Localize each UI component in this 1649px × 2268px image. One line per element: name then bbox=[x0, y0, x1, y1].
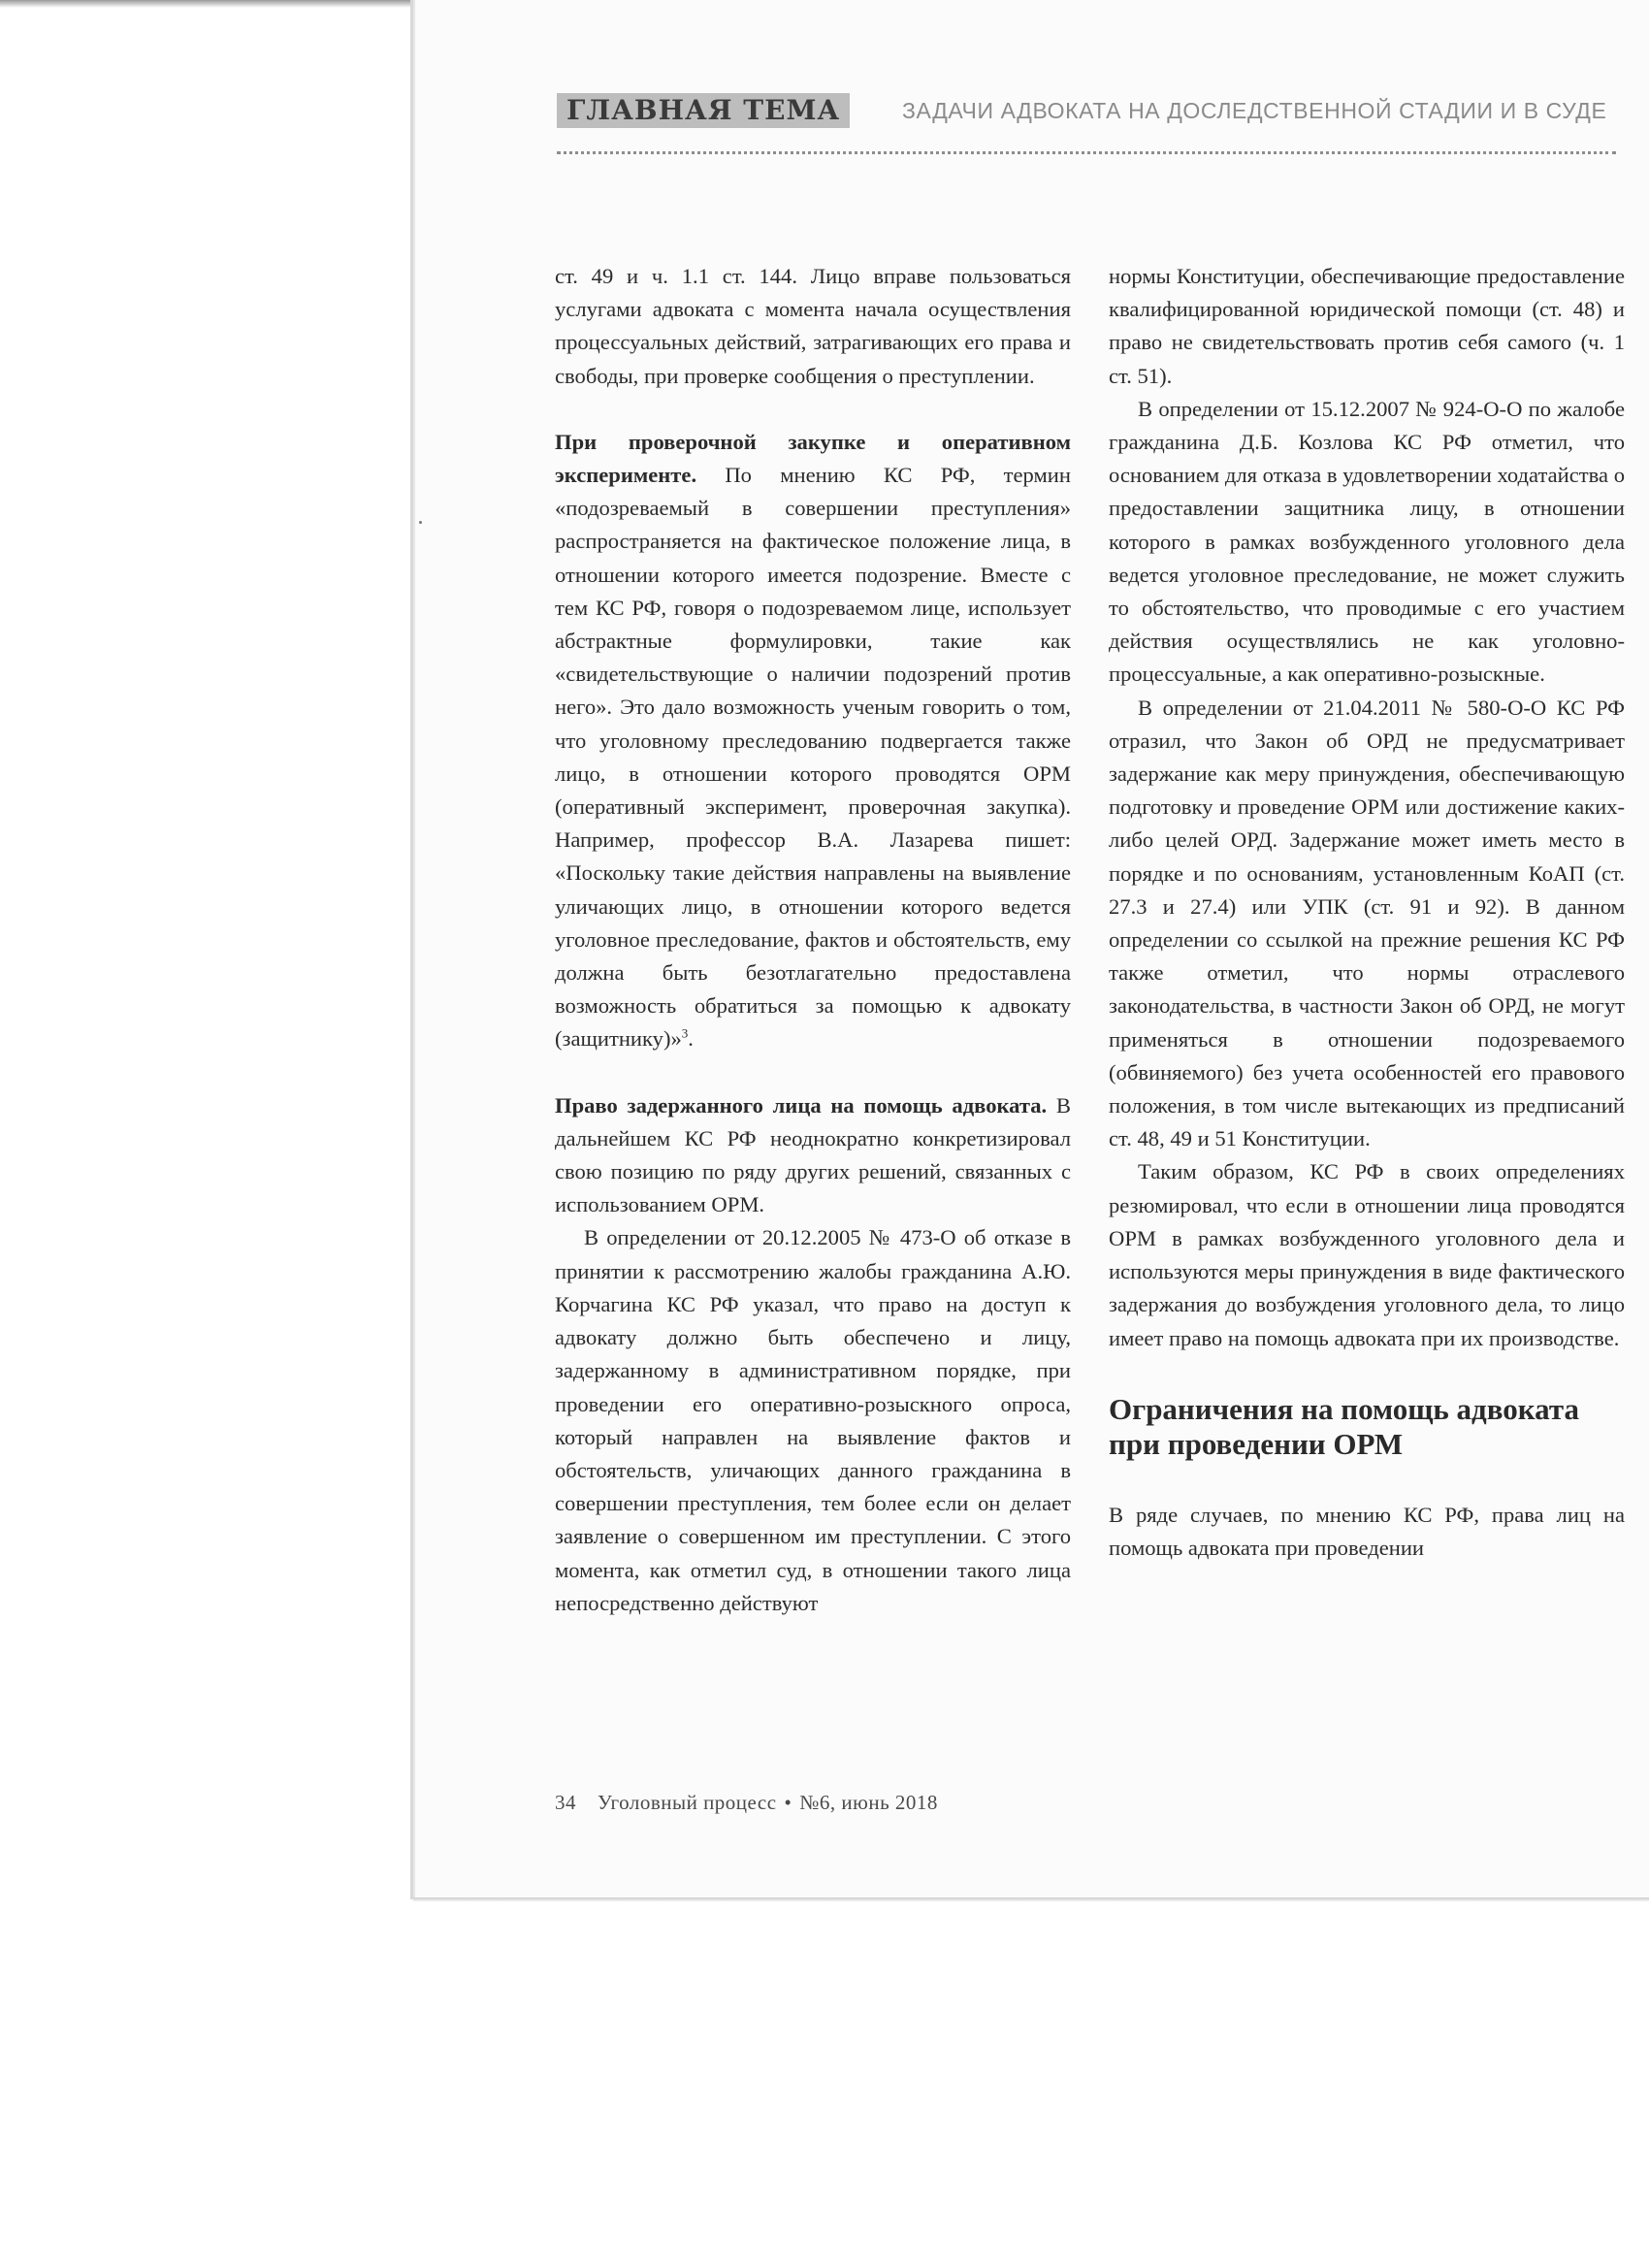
paragraph-end: . bbox=[688, 1026, 694, 1052]
issue-info: №6, июнь 2018 bbox=[799, 1791, 938, 1814]
journal-title: Уголовный процесс bbox=[598, 1791, 777, 1814]
paragraph-lead: При проверочной закупке и оперативном эксперименте. bbox=[555, 429, 1071, 488]
left-column bbox=[555, 260, 1071, 1620]
scan-speck bbox=[419, 521, 422, 524]
paragraph: Таким образом, КС РФ в своих определениях резюмировал, что если в отношении лица проводятся ОРМ в рамках возбужденного уголовного дела и используются меры принуждения в виде фактического задержания до возбуждения уголовного дела, то лицо имеет право на помощь адвоката при их производстве. bbox=[1109, 1159, 1625, 1350]
page-number: 34 bbox=[555, 1791, 576, 1814]
header-dotted-rule bbox=[557, 151, 1616, 154]
paragraph bbox=[555, 1089, 1071, 1222]
footer-separator: • bbox=[784, 1791, 792, 1814]
paragraph: ст. 49 и ч. 1.1 ст. 144. Лицо вправе пользоваться услугами адвоката с момента начала осуществления процессуальных действий, затрагивающих его права и свободы, при проверке сообщения о преступлении. bbox=[555, 264, 1071, 388]
paragraph-body: В дальнейшем КС РФ неоднократно конкретизировал свою позицию по ряду других решений, связанных с использованием ОРМ. bbox=[555, 1092, 1071, 1217]
paragraph-lead: Право задержанного лица на помощь адвоката. bbox=[555, 1092, 1048, 1118]
section-rubric: ГЛАВНАЯ ТЕМА bbox=[557, 93, 850, 128]
paragraph: В определении от 21.04.2011 № 580-О-О КС РФ отразил, что Закон об ОРД не предусматривает задержание как меру принуждения, обеспечивающую подготовку и проведение ОРМ или достижение каких-либо целей ОРД. Задержание может иметь место в порядке и по основаниям, установленным КоАП (ст. 27.3 и 27.4) или УПК (ст. 91 и 92). В данном определении со ссылкой на прежние решения КС РФ также отметил, что нормы отраслевого законодательства, в частности Закон об ОРД, не могут применяться в отношении подозреваемого (обвиняемого) без учета особенностей его правового положения, в том числе вытекающих из предписаний ст. 48, 49 и 51 Конституции. bbox=[1109, 695, 1625, 1151]
paragraph-body: По мнению КС РФ, термин «подозреваемый в совершении преступления» распространяется на фактическое положение лица, в отношении которого имеется подозрение. Вместе с тем КС РФ, говоря о подозреваемом лице, использует абстрактные формулировки, такие как «свидетельствующие о наличии подозрений против него». Это дало возможность ученым говорить о том, что уголовному преследованию подвергается также лицо, в отношении которого проводятся ОРМ (оперативный эксперимент, проверочная закупка). Например, профессор В.А. Лазарева пишет: «Поскольку такие действия направлены на выявление уличающих лицо, в отношении которого ведется уголовное преследование, фактов и обстоятельств, ему должна быть безотлагательно предоставлена возможность обратиться за помощью к адвокату (защитнику)» bbox=[555, 463, 1071, 1052]
paragraph: В определении от 20.12.2005 № 473-О об отказе в принятии к рассмотрению жалобы гражданина А.Ю. Корчагина КС РФ указал, что право на доступ к адвокату должно быть обеспечено и лицу, задержанному в административном порядке, при проведении его оперативно-розыскного опроса, который направлен на выявление фактов и обстоятельств, уличающих данного гражданина в совершении преступления, тем более если он делает заявление о совершенном им преступлении. С этого момента, как отметил суд, в отношении такого лица непосредственно действуют bbox=[555, 1225, 1071, 1615]
paragraph: В ряде случаев, по мнению КС РФ, права лиц на помощь адвоката при проведении bbox=[1109, 1502, 1625, 1560]
section-heading: Ограничения на помощь адвоката при проведении ОРМ bbox=[1109, 1391, 1579, 1461]
footnote-marker: 3 bbox=[681, 1025, 689, 1041]
paragraph: В определении от 15.12.2007 № 924-О-О по жалобе гражданина Д.Б. Козлова КС РФ отметил, что основанием для отказа в удовлетворении ходатайства о предоставлении защитника лицу, в отношении которого в рамках возбужденного уголовного дела ведется уголовное преследование, не может служить то обстоятельство, что проводимые с его участием действия осуществлялись не как уголовно-процессуальные, а как оперативно-розыскные. bbox=[1109, 396, 1625, 687]
page-sheet-edge bbox=[413, 1897, 1649, 1901]
page-footer bbox=[555, 1791, 938, 1815]
paragraph bbox=[555, 426, 1071, 1056]
running-title: ЗАДАЧИ АДВОКАТА НА ДОСЛЕДСТВЕННОЙ СТАДИИ И В СУДЕ bbox=[902, 98, 1607, 123]
right-column bbox=[1109, 260, 1625, 1565]
paragraph: нормы Конституции, обеспечивающие предоставление квалифицированной юридической помощи (ст. 48) и право не свидетельствовать против себя самого (ч. 1 ст. 51). bbox=[1109, 264, 1625, 388]
